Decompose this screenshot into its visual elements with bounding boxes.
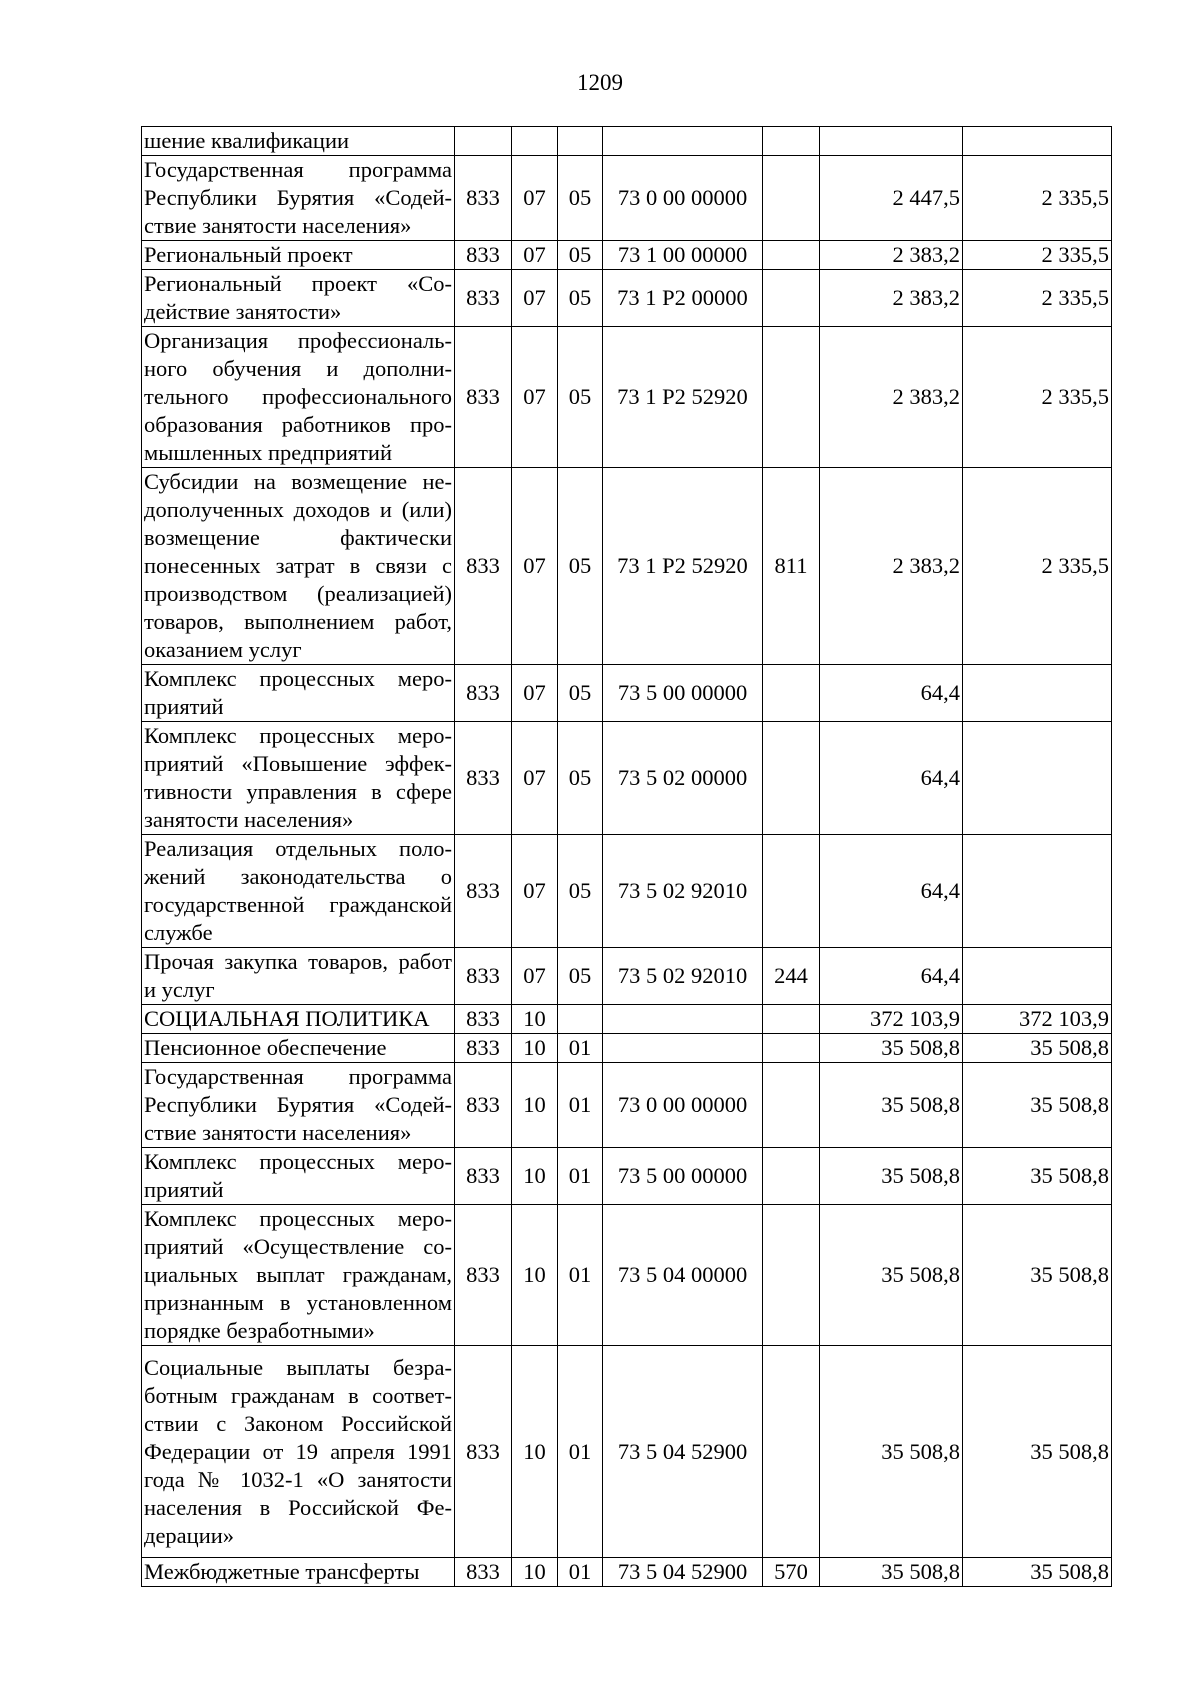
expense-type-cell: [763, 1205, 820, 1346]
expense-type-cell: 244: [763, 948, 820, 1005]
row-name-cell: Региональный проект: [142, 241, 455, 270]
subsection-code-cell: 01: [558, 1034, 603, 1063]
ministry-code-cell: 833: [455, 722, 512, 835]
target-article-cell: 73 5 02 92010: [603, 835, 763, 948]
section-code-cell: 07: [512, 241, 558, 270]
amount-first-cell: 2 383,2: [820, 468, 963, 665]
table-row: [142, 156, 1112, 241]
target-article-cell: 73 1 P2 52920: [603, 468, 763, 665]
ministry-code-cell: 833: [455, 1205, 512, 1346]
amount-second-cell: [963, 722, 1112, 835]
amount-first-cell: 2 383,2: [820, 327, 963, 468]
ministry-code-cell: [455, 127, 512, 156]
amount-second-cell: 35 508,8: [963, 1558, 1112, 1587]
table-row: [142, 665, 1112, 722]
subsection-code-cell: 05: [558, 468, 603, 665]
row-name-cell: Государственная программа Республики Бурятия «Содействие занятости населения»: [142, 1063, 455, 1148]
amount-first-cell: [820, 127, 963, 156]
ministry-code-cell: 833: [455, 1063, 512, 1148]
expense-type-cell: [763, 1034, 820, 1063]
row-name-cell: Государственная программа Республики Бурятия «Содействие занятости населения»: [142, 156, 455, 241]
ministry-code-cell: 833: [455, 327, 512, 468]
subsection-code-cell: 05: [558, 327, 603, 468]
amount-first-cell: 64,4: [820, 722, 963, 835]
table-row: [142, 722, 1112, 835]
row-name-cell: шение квалификации: [142, 127, 455, 156]
table-row: [142, 241, 1112, 270]
ministry-code-cell: 833: [455, 948, 512, 1005]
table-row: [142, 1346, 1112, 1558]
expense-type-cell: [763, 1063, 820, 1148]
subsection-code-cell: 05: [558, 156, 603, 241]
amount-second-cell: 372 103,9: [963, 1005, 1112, 1034]
table-row: [142, 948, 1112, 1005]
row-name-cell: Комплекс процессных мероприятий: [142, 665, 455, 722]
amount-first-cell: 64,4: [820, 835, 963, 948]
ministry-code-cell: 833: [455, 1005, 512, 1034]
row-name-cell: Субсидии на возмещение недополученных доходов и (или) возмещение фактически понесенных затрат в связи с производством (реализацией) товаров, выполнением работ, оказанием услуг: [142, 468, 455, 665]
amount-second-cell: 35 508,8: [963, 1063, 1112, 1148]
amount-first-cell: 2 383,2: [820, 270, 963, 327]
ministry-code-cell: 833: [455, 241, 512, 270]
row-name-cell: СОЦИАЛЬНАЯ ПОЛИТИКА: [142, 1005, 455, 1034]
subsection-code-cell: 05: [558, 835, 603, 948]
budget-table: [141, 126, 1112, 1587]
section-code-cell: 10: [512, 1063, 558, 1148]
section-code-cell: [512, 127, 558, 156]
amount-second-cell: [963, 127, 1112, 156]
ministry-code-cell: 833: [455, 468, 512, 665]
table-row: [142, 1034, 1112, 1063]
table-row: [142, 127, 1112, 156]
expense-type-cell: [763, 1148, 820, 1205]
section-code-cell: 10: [512, 1148, 558, 1205]
section-code-cell: 07: [512, 270, 558, 327]
expense-type-cell: [763, 156, 820, 241]
section-code-cell: 07: [512, 722, 558, 835]
target-article-cell: [603, 1005, 763, 1034]
section-code-cell: 10: [512, 1346, 558, 1558]
section-code-cell: 10: [512, 1005, 558, 1034]
table-row: [142, 270, 1112, 327]
amount-first-cell: 35 508,8: [820, 1346, 963, 1558]
target-article-cell: 73 5 04 00000: [603, 1205, 763, 1346]
subsection-code-cell: 05: [558, 948, 603, 1005]
target-article-cell: 73 5 02 92010: [603, 948, 763, 1005]
target-article-cell: 73 1 P2 52920: [603, 327, 763, 468]
ministry-code-cell: 833: [455, 665, 512, 722]
row-name-cell: Социальные выплаты безработным гражданам в соответствии с Законом Российской Федерации от 19 апреля 1991 года № 1032-1 «О занятости населения в Российской Федерации»: [142, 1346, 455, 1558]
table-row: [142, 1205, 1112, 1346]
row-name-cell: Реализация отдельных положений законодательства о государственной гражданской службе: [142, 835, 455, 948]
budget-table-body: [142, 127, 1112, 1587]
table-row: [142, 327, 1112, 468]
amount-second-cell: [963, 665, 1112, 722]
amount-first-cell: 35 508,8: [820, 1063, 963, 1148]
target-article-cell: 73 5 04 52900: [603, 1346, 763, 1558]
amount-first-cell: 2 447,5: [820, 156, 963, 241]
amount-first-cell: 35 508,8: [820, 1558, 963, 1587]
expense-type-cell: [763, 270, 820, 327]
expense-type-cell: [763, 835, 820, 948]
table-row: [142, 468, 1112, 665]
section-code-cell: 07: [512, 468, 558, 665]
expense-type-cell: [763, 1005, 820, 1034]
row-name-cell: Комплекс процессных мероприятий «Осуществление социальных выплат гражданам, признанным в установленном порядке безработными»: [142, 1205, 455, 1346]
target-article-cell: 73 1 P2 00000: [603, 270, 763, 327]
target-article-cell: 73 5 00 00000: [603, 1148, 763, 1205]
row-name-cell: Прочая закупка товаров, работ и услуг: [142, 948, 455, 1005]
subsection-code-cell: [558, 1005, 603, 1034]
table-row: [142, 1148, 1112, 1205]
amount-second-cell: 2 335,5: [963, 241, 1112, 270]
table-row: [142, 1558, 1112, 1587]
target-article-cell: 73 0 00 00000: [603, 156, 763, 241]
section-code-cell: 07: [512, 835, 558, 948]
target-article-cell: 73 5 02 00000: [603, 722, 763, 835]
row-name-cell: Комплекс процессных мероприятий: [142, 1148, 455, 1205]
subsection-code-cell: 01: [558, 1558, 603, 1587]
section-code-cell: 10: [512, 1034, 558, 1063]
table-row: [142, 1005, 1112, 1034]
row-name-cell: Региональный проект «Содействие занятости»: [142, 270, 455, 327]
target-article-cell: [603, 127, 763, 156]
target-article-cell: [603, 1034, 763, 1063]
target-article-cell: 73 0 00 00000: [603, 1063, 763, 1148]
ministry-code-cell: 833: [455, 835, 512, 948]
amount-second-cell: 35 508,8: [963, 1034, 1112, 1063]
row-name-cell: Организация профессионального обучения и дополнительного профессионального образования работников промышленных предприятий: [142, 327, 455, 468]
expense-type-cell: [763, 665, 820, 722]
amount-first-cell: 35 508,8: [820, 1205, 963, 1346]
expense-type-cell: [763, 722, 820, 835]
amount-second-cell: 35 508,8: [963, 1148, 1112, 1205]
expense-type-cell: [763, 241, 820, 270]
amount-first-cell: 64,4: [820, 948, 963, 1005]
section-code-cell: 07: [512, 327, 558, 468]
ministry-code-cell: 833: [455, 1148, 512, 1205]
subsection-code-cell: 01: [558, 1148, 603, 1205]
section-code-cell: 07: [512, 665, 558, 722]
amount-second-cell: [963, 948, 1112, 1005]
amount-first-cell: 64,4: [820, 665, 963, 722]
ministry-code-cell: 833: [455, 1558, 512, 1587]
page-number: 1209: [577, 70, 623, 95]
subsection-code-cell: 05: [558, 665, 603, 722]
amount-second-cell: 2 335,5: [963, 327, 1112, 468]
subsection-code-cell: 05: [558, 241, 603, 270]
section-code-cell: 07: [512, 156, 558, 241]
amount-second-cell: [963, 835, 1112, 948]
expense-type-cell: [763, 1346, 820, 1558]
table-row: [142, 835, 1112, 948]
section-code-cell: 07: [512, 948, 558, 1005]
section-code-cell: 10: [512, 1558, 558, 1587]
target-article-cell: 73 5 04 52900: [603, 1558, 763, 1587]
row-name-cell: Пенсионное обеспечение: [142, 1034, 455, 1063]
expense-type-cell: 811: [763, 468, 820, 665]
expense-type-cell: [763, 327, 820, 468]
amount-second-cell: 35 508,8: [963, 1205, 1112, 1346]
subsection-code-cell: 05: [558, 722, 603, 835]
ministry-code-cell: 833: [455, 1034, 512, 1063]
ministry-code-cell: 833: [455, 156, 512, 241]
amount-second-cell: 2 335,5: [963, 468, 1112, 665]
amount-first-cell: 372 103,9: [820, 1005, 963, 1034]
ministry-code-cell: 833: [455, 1346, 512, 1558]
expense-type-cell: 570: [763, 1558, 820, 1587]
subsection-code-cell: 05: [558, 270, 603, 327]
expense-type-cell: [763, 127, 820, 156]
table-row: [142, 1063, 1112, 1148]
subsection-code-cell: 01: [558, 1346, 603, 1558]
target-article-cell: 73 5 00 00000: [603, 665, 763, 722]
subsection-code-cell: [558, 127, 603, 156]
subsection-code-cell: 01: [558, 1205, 603, 1346]
amount-first-cell: 35 508,8: [820, 1034, 963, 1063]
amount-second-cell: 35 508,8: [963, 1346, 1112, 1558]
ministry-code-cell: 833: [455, 270, 512, 327]
target-article-cell: 73 1 00 00000: [603, 241, 763, 270]
amount-second-cell: 2 335,5: [963, 270, 1112, 327]
section-code-cell: 10: [512, 1205, 558, 1346]
row-name-cell: Комплекс процессных мероприятий «Повышение эффективности управления в сфере занятости населения»: [142, 722, 455, 835]
amount-first-cell: 2 383,2: [820, 241, 963, 270]
amount-second-cell: 2 335,5: [963, 156, 1112, 241]
row-name-cell: Межбюджетные трансферты: [142, 1558, 455, 1587]
subsection-code-cell: 01: [558, 1063, 603, 1148]
amount-first-cell: 35 508,8: [820, 1148, 963, 1205]
